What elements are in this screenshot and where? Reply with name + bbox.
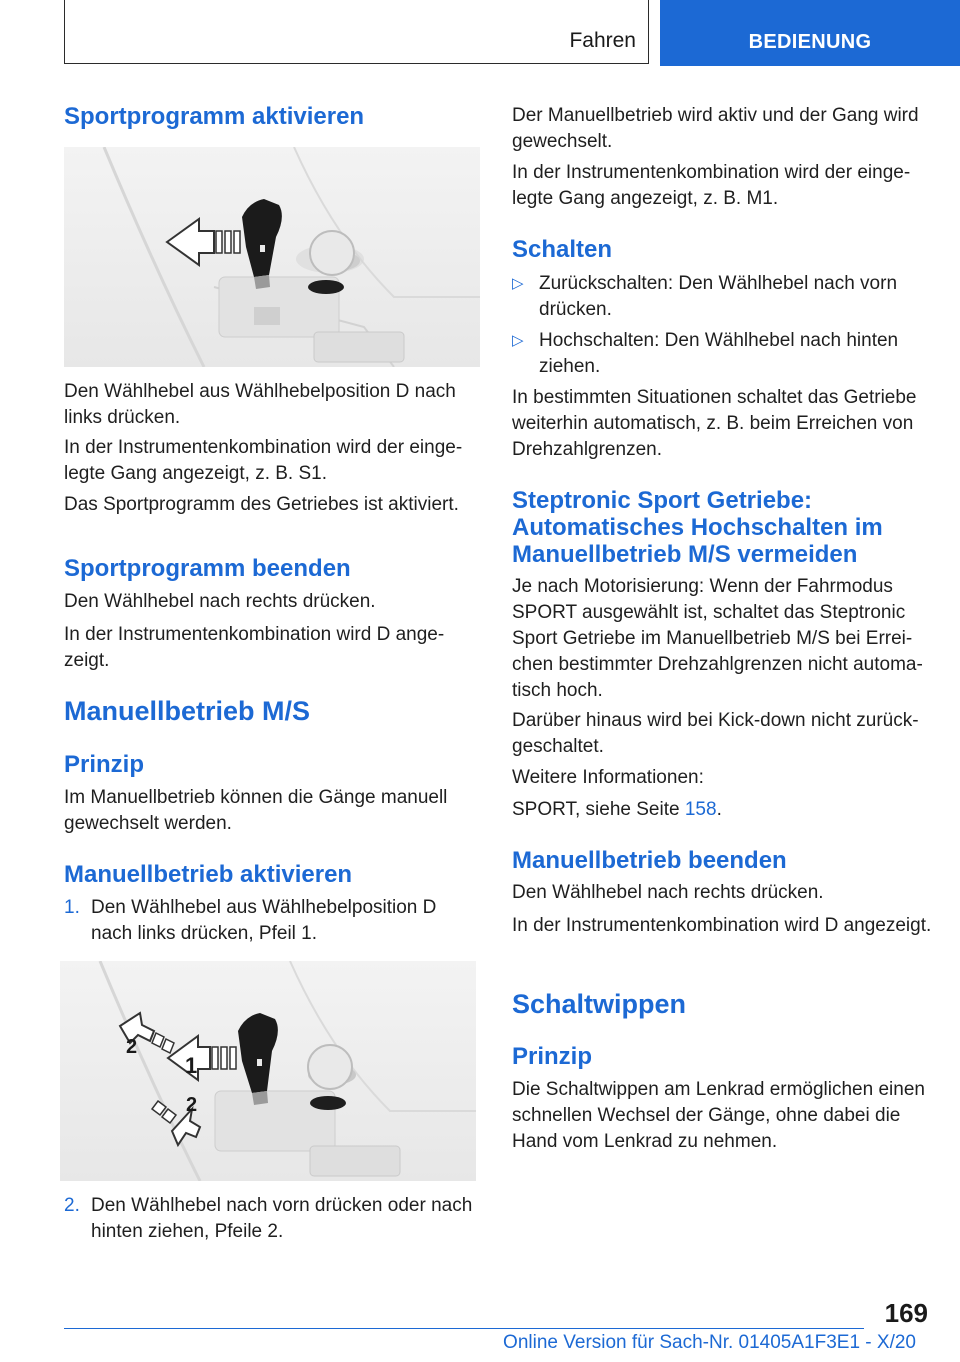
arrow-label-2-back: 2 [186,1094,198,1116]
shift-paragraph: In bestimmten Situationen schaltet das Getriebe weiterhin automatisch, z. B. beim Erreichen von Drehzahlgrenzen. [512,387,917,460]
sport-activate-paragraph-1: Den Wählhebel aus Wählhebelposition D nach links drücken. [64,381,456,428]
header-chapter-tab [660,0,960,66]
sport-end-paragraph-2: In der Instrumentenkombination wird D angezeigt. [64,624,445,671]
step-item-1 [64,895,480,947]
manual-gear-display-paragraph: In der Instrumentenkombination wird der eingelegte Gang angezeigt, z. B. M1. [512,162,911,209]
heading-paddles: Schaltwippen [512,989,687,1019]
gear-selector-arrows-illustration [60,961,476,1181]
shift-item-downshift [512,271,932,323]
step-number: 1. [64,897,80,918]
page-number: 169 [884,1298,928,1328]
arrow-label-2-forward: 2 [126,1036,138,1058]
principle-paragraph: Im Manuellbetrieb können die Gänge manuell gewechselt werden. [64,787,448,834]
sport-end-paragraph-1: Den Wählhebel nach rechts drücken. [64,591,376,612]
heading-principle: Prinzip [64,751,145,778]
step-item-2 [64,1193,480,1245]
see-page-prefix: SPORT, siehe Seite [512,799,685,820]
step-number: 2. [64,1195,80,1216]
figure-gear-selector-left [64,147,480,367]
arrow-label-1: 1 [185,1053,198,1078]
gear-selector-illustration [64,147,480,367]
header-chapter-title: BEDIENUNG [748,31,872,53]
steptronic-paragraph-1: Je nach Motorisierung: Wenn der Fahrmodus SPORT ausgewählt ist, schaltet das Steptronic Sport Getriebe im Manuellbetrieb M/S bei Erreichen bestimmter Drehzahlgrenzen nicht automatisch hoch. [512,576,923,701]
see-page-suffix: . [716,799,722,820]
shift-item-text: Zurückschalten: Den Wählhebel nach vorn drücken. [539,273,898,320]
heading-paddles-principle: Prinzip [512,1043,593,1070]
heading-shift: Schalten [512,236,613,263]
manual-end-paragraph-2: In der Instrumentenkombination wird D angezeigt. [512,915,932,936]
heading-sport-activate: Sportprogramm aktivieren [64,103,365,130]
step-text: Den Wählhebel nach vorn drücken oder nach hinten ziehen, Pfeile 2. [91,1195,473,1242]
figure-gear-selector-manual [60,961,476,1181]
paddles-paragraph: Die Schaltwippen am Lenkrad ermöglichen einen schnellen Wechsel der Gänge, ohne dabei die Hand vom Lenkrad zu nehmen. [512,1079,925,1152]
step-text: Den Wählhebel aus Wählhebelposition D nach links drücken, Pfeil 1. [91,897,437,944]
shift-item-upshift [512,328,932,380]
steptronic-paragraph-4 [512,797,932,823]
heading-manual-activate: Manuellbetrieb aktivieren [64,861,353,888]
footer-divider [64,1328,864,1329]
shift-item-text: Hochschalten: Den Wählhebel nach hinten ziehen. [539,330,899,377]
page-reference-link[interactable]: 158 [684,799,717,820]
manual-active-paragraph: Der Manuellbetrieb wird aktiv und der Gang wird gewechselt. [512,105,919,152]
heading-manual-end: Manuellbetrieb beenden [512,847,787,874]
manual-end-paragraph-1: Den Wählhebel nach rechts drücken. [512,882,824,903]
triangle-bullet-icon: ▷ [512,275,524,292]
heading-manual-mode: Manuellbetrieb M/S [64,696,311,726]
heading-steptronic: Steptronic Sport Getriebe: Automatisches Hochschalten im Manuellbetrieb M/S vermeiden [512,487,883,568]
sport-activate-paragraph-2: In der Instrumentenkombination wird der eingelegte Gang angezeigt, z. B. S1. [64,437,463,484]
footer-online-version: Online Version für Sach-Nr. 01405A1F3E1 - X/20 [503,1332,916,1353]
steptronic-paragraph-3: Weitere Informationen: [512,767,704,788]
heading-sport-end: Sportprogramm beenden [64,555,351,582]
sport-activate-paragraph-3: Das Sportprogramm des Getriebes ist aktiviert. [64,494,459,515]
header-section-title: Fahren [569,29,636,52]
steptronic-paragraph-2: Darüber hinaus wird bei Kick-down nicht zurückgeschaltet. [512,710,919,757]
header-section-box [64,0,649,64]
triangle-bullet-icon: ▷ [512,332,524,349]
